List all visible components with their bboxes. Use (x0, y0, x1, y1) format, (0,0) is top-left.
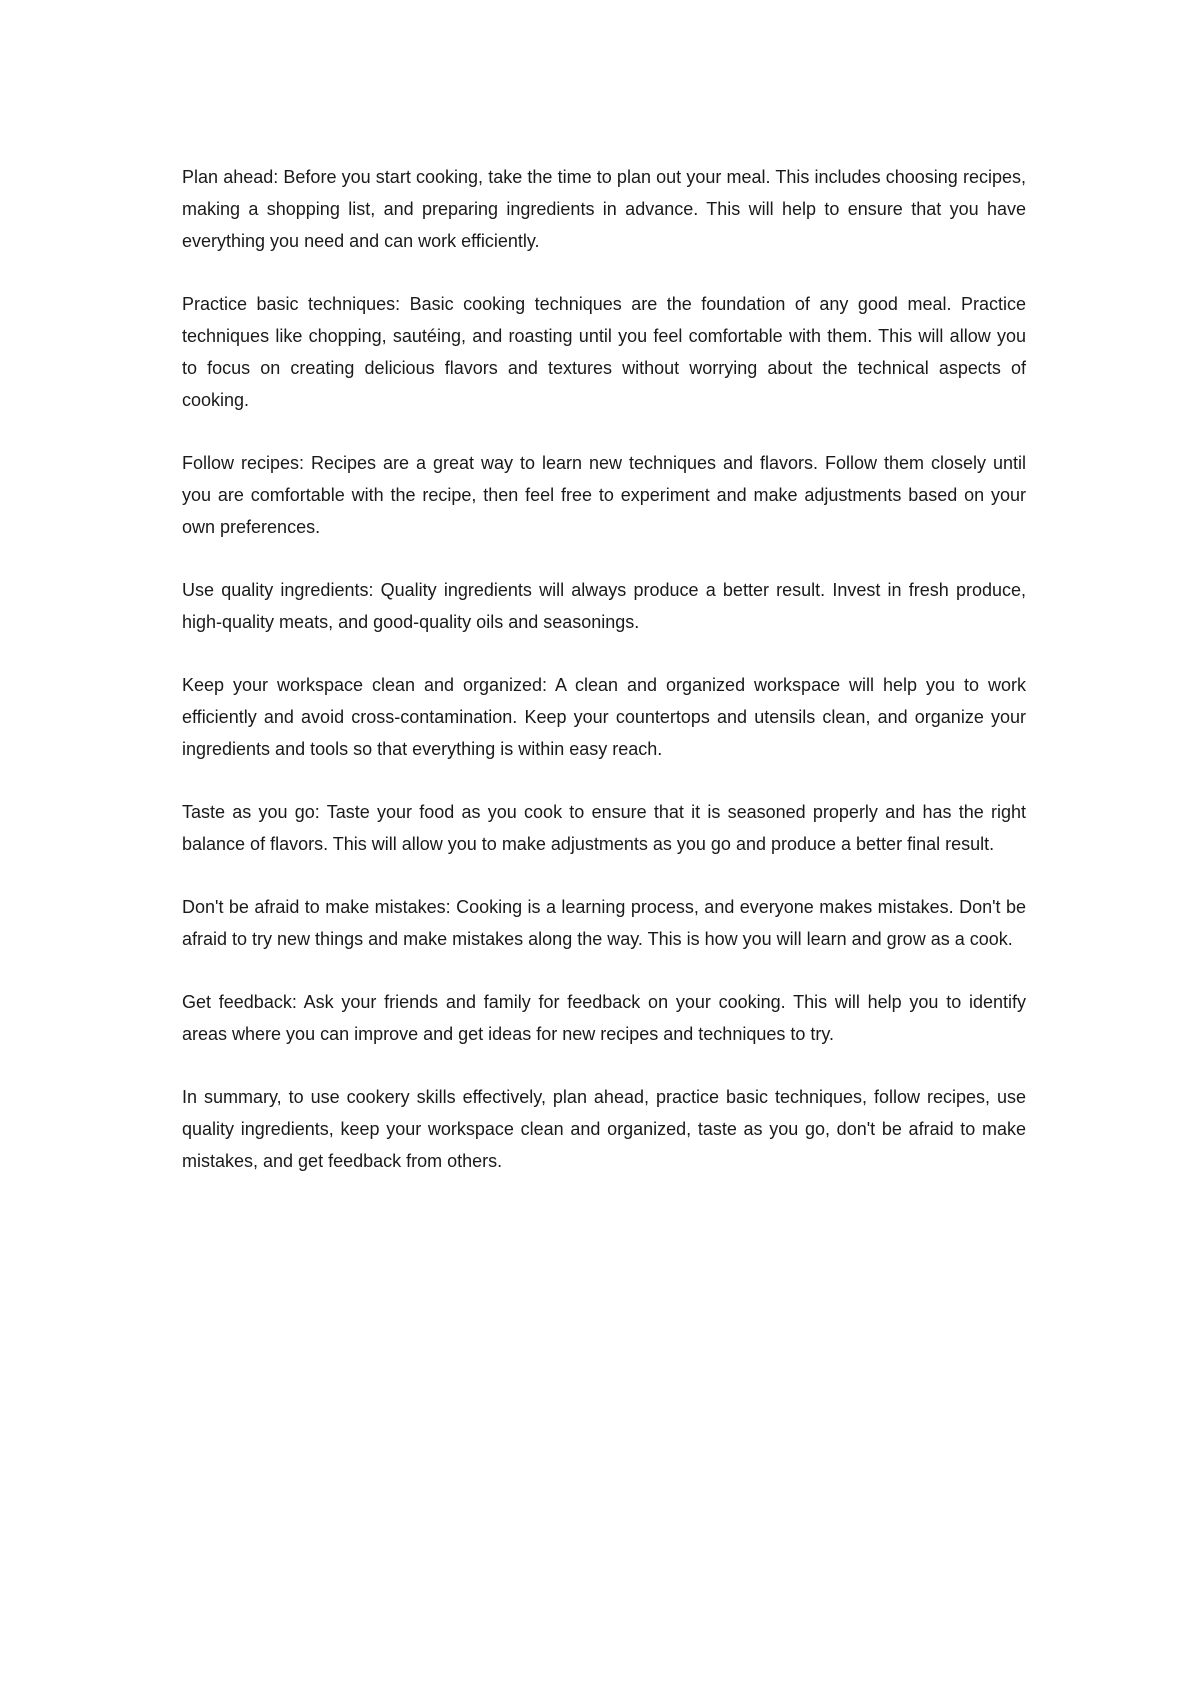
paragraph-dont-be-afraid: Don't be afraid to make mistakes: Cooking is a learning process, and everyone makes mistakes. Don't be afraid to try new things and make mistakes along the way. This is how you will learn and grow as a cook. (182, 897, 1026, 949)
document-body (182, 161, 1026, 1177)
paragraph-summary: In summary, to use cookery skills effectively, plan ahead, practice basic techniques, follow recipes, use quality ingredients, keep your workspace clean and organized, taste as you go, don't be afraid to make mistakes, and get feedback from others. (182, 1087, 1026, 1171)
paragraph-keep-workspace-clean: Keep your workspace clean and organized: A clean and organized workspace will help you to work efficiently and avoid cross-contamination. Keep your countertops and utensils clean, and organize your ingredients and tools so that everything is within easy reach. (182, 675, 1026, 759)
paragraph-plan-ahead: Plan ahead: Before you start cooking, take the time to plan out your meal. This includes choosing recipes, making a shopping list, and preparing ingredients in advance. This will help to ensure that you have everything you need and can work efficiently. (182, 167, 1026, 251)
paragraph-taste-as-you-go: Taste as you go: Taste your food as you cook to ensure that it is seasoned properly and has the right balance of flavors. This will allow you to make adjustments as you go and produce a better final result. (182, 802, 1026, 854)
paragraph-follow-recipes: Follow recipes: Recipes are a great way to learn new techniques and flavors. Follow them closely until you are comfortable with the recipe, then feel free to experiment and make adjustments based on your own preferences. (182, 453, 1026, 537)
paragraph-get-feedback: Get feedback: Ask your friends and family for feedback on your cooking. This will help you to identify areas where you can improve and get ideas for new recipes and techniques to try. (182, 992, 1026, 1044)
paragraph-practice-basic-techniques: Practice basic techniques: Basic cooking techniques are the foundation of any good meal. Practice techniques like chopping, sautéing, and roasting until you feel comfortable with them. This will allow you to focus on creating delicious flavors and textures without worrying about the technical aspects of cooking. (182, 294, 1026, 410)
paragraph-use-quality-ingredients: Use quality ingredients: Quality ingredients will always produce a better result. Invest in fresh produce, high-quality meats, and good-quality oils and seasonings. (182, 580, 1026, 632)
